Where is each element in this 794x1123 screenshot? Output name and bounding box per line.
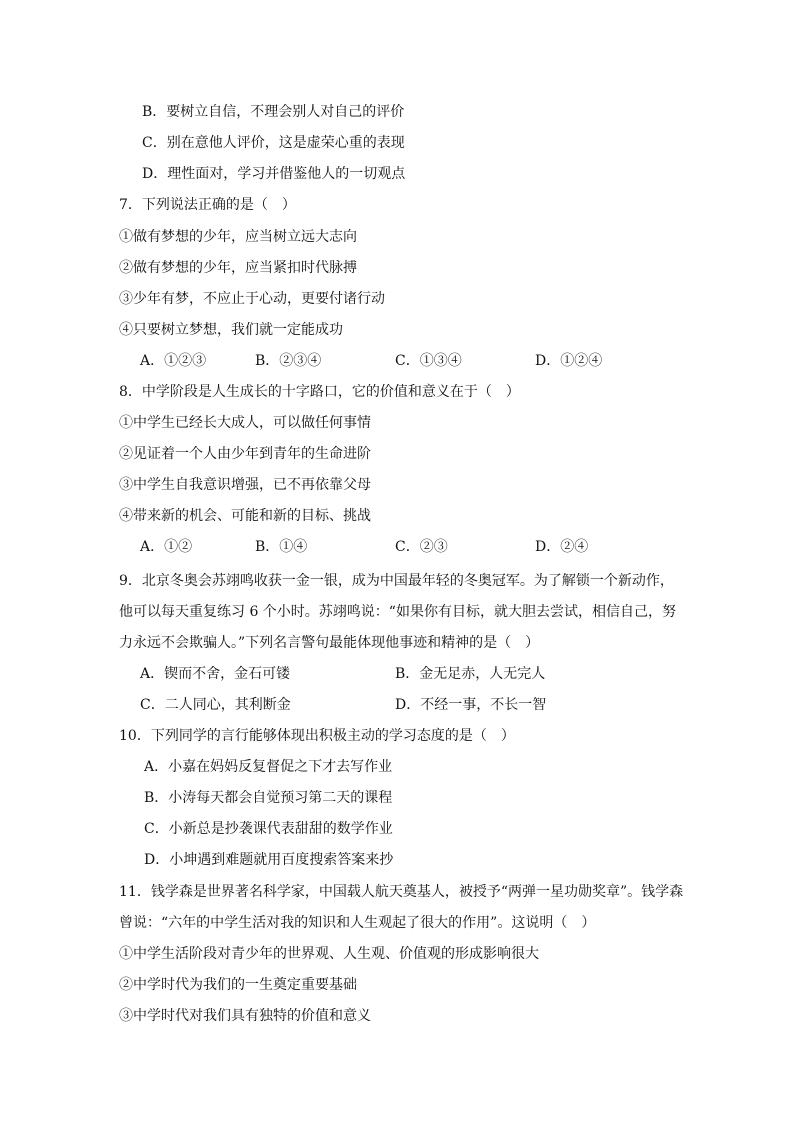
q9-stem-line-3: 力永远不会欺骗人。”下列名言警句最能体现他事迹和精神的是（ ） xyxy=(119,635,540,651)
q8-item-1: ①中学生已经长大成人，可以做任何事情 xyxy=(119,415,371,431)
q7-item-3: ③少年有梦，不应止于心动，更要付诸行动 xyxy=(119,291,385,307)
q7-item-2: ②做有梦想的少年，应当紧扣时代脉搏 xyxy=(119,260,357,276)
q9-option-c: C．二人同心，其利断金 xyxy=(140,697,291,713)
q8-item-4: ④带来新的机会、可能和新的目标、挑战 xyxy=(119,508,371,524)
q11-item-3: ③中学时代对我们具有独特的价值和意义 xyxy=(119,1008,371,1024)
q7-option-b: B．②③④ xyxy=(255,353,322,369)
q7-item-1: ①做有梦想的少年，应当树立远大志向 xyxy=(119,229,357,245)
q8-option-c: C．②③ xyxy=(395,539,448,555)
q6-option-b: B．要树立自信，不理会别人对自己的评价 xyxy=(142,104,405,120)
q8-item-3: ③中学生自我意识增强，已不再依靠父母 xyxy=(119,477,371,493)
q8-option-d: D．②④ xyxy=(535,539,589,555)
q7-item-4: ④只要树立梦想，我们就一定能成功 xyxy=(119,322,343,338)
q7-option-a: A．①②③ xyxy=(140,353,207,369)
q7-stem: 7．下列说法正确的是（ ） xyxy=(119,197,296,213)
q10-option-b: B．小涛每天都会自觉预习第二天的课程 xyxy=(144,790,393,806)
q11-stem-line-1: 11．钱学森是世界著名科学家，中国载人航天奠基人，被授予“两弹一星功勋奖章”。钱学森 xyxy=(119,884,684,900)
q8-stem: 8．中学阶段是人生成长的十字路口，它的价值和意义在于（ ） xyxy=(119,384,520,400)
q10-option-c: C．小新总是抄袭课代表甜甜的数学作业 xyxy=(144,821,393,837)
q11-item-2: ②中学时代为我们的一生奠定重要基础 xyxy=(119,977,357,993)
q9-option-a: A．锲而不舍，金石可镂 xyxy=(140,666,291,682)
q9-stem-line-2: 他可以每天重复练习 6 个小时。苏翊鸣说：“如果你有目标，就大胆去尝试，相信自己，努 xyxy=(119,604,676,620)
q8-item-2: ②见证着一个人由少年到青年的生命进阶 xyxy=(119,446,371,462)
q11-stem-line-2: 曾说：“六年的中学生活对我的知识和人生观起了很大的作用”。这说明（ ） xyxy=(119,915,596,931)
q7-option-d: D．①②④ xyxy=(535,353,603,369)
q8-option-a: A．①② xyxy=(140,539,193,555)
q10-stem: 10．下列同学的言行能够体现出积极主动的学习态度的是（ ） xyxy=(119,728,515,744)
q8-options xyxy=(140,537,660,557)
q6-option-d: D．理性面对，学习并借鉴他人的一切观点 xyxy=(142,166,406,182)
q9-option-b: B．金无足赤，人无完人 xyxy=(395,666,546,682)
q7-options xyxy=(140,351,660,371)
q9-options-row-1 xyxy=(140,664,660,684)
q7-option-c: C．①③④ xyxy=(395,353,462,369)
q9-options-row-2 xyxy=(140,695,660,715)
q6-option-c: C．别在意他人评价，这是虚荣心重的表现 xyxy=(142,135,405,151)
q10-option-a: A．小嘉在妈妈反复督促之下才去写作业 xyxy=(144,759,393,775)
q10-option-d: D．小坤遇到难题就用百度搜索答案来抄 xyxy=(144,852,394,868)
q11-item-1: ①中学生活阶段对青少年的世界观、人生观、价值观的形成影响很大 xyxy=(119,946,539,962)
q8-option-b: B．①④ xyxy=(255,539,308,555)
q9-stem-line-1: 9．北京冬奥会苏翊鸣收获一金一银，成为中国最年轻的冬奥冠军。为了解锁一个新动作， xyxy=(119,573,674,589)
q9-option-d: D．不经一事，不长一智 xyxy=(395,697,547,713)
